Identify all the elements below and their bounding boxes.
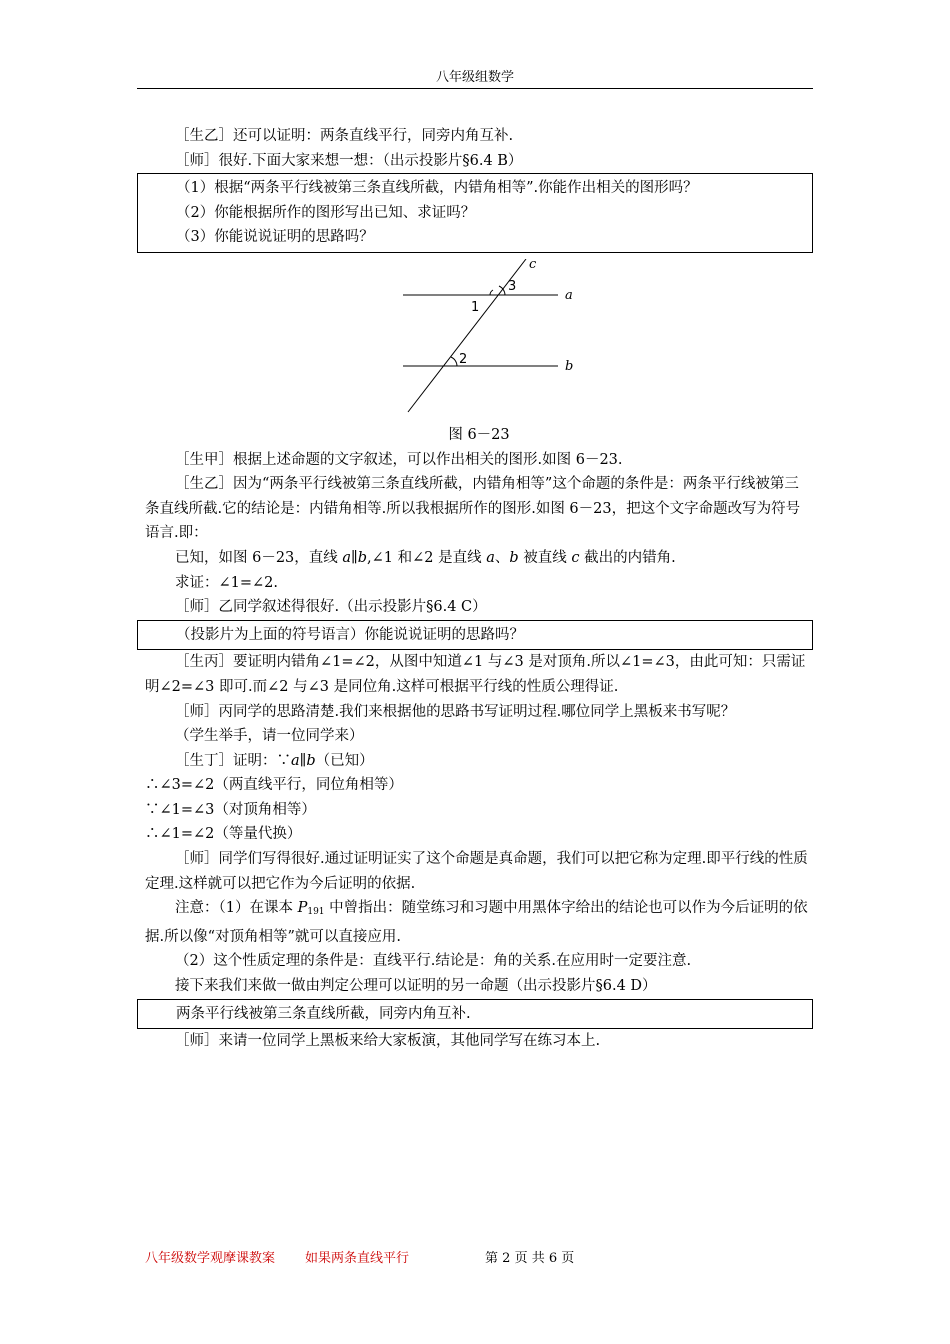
- document-body: [145, 124, 813, 1054]
- math-var: P: [297, 900, 308, 917]
- paragraph-note: [145, 896, 813, 949]
- math-parallel: a∥b: [342, 549, 368, 566]
- math-parallel: a∥b: [291, 752, 316, 769]
- text-run: 注意：（1）在课本: [175, 900, 298, 917]
- label-3: 3: [508, 278, 517, 294]
- paragraph: （2）这个性质定理的条件是：直线平行.结论是：角的关系.在应用时一定要注意.: [175, 953, 692, 970]
- paragraph: ［师］乙同学叙述得很好.（出示投影片§6.4 C）: [175, 599, 487, 616]
- footer-course-title: 八年级数学观摩课教案: [145, 1251, 276, 1266]
- label-1: 1: [471, 299, 480, 315]
- parallel-lines-diagram: [395, 259, 590, 419]
- paragraph: ［师］很好.下面大家来想一想：（出示投影片§6.4 B）: [175, 152, 523, 169]
- paragraph: ［生丙］要证明内错角∠1=∠2，从图中知道∠1 与∠3 是对顶角.所以∠1=∠3，由此可知：只需证明∠2=∠3 即可.而∠2 与∠3 是同位角.这样可根据平行线的性质公理得证.: [145, 654, 806, 695]
- projection-box-c: [137, 620, 813, 651]
- text-run: 截出的内错角.: [579, 549, 676, 566]
- box-line: （1）根据“两条平行线被第三条直线所截，内错角相等”.你能作出相关的图形吗？: [176, 180, 698, 197]
- subscript: 191: [307, 907, 325, 918]
- paragraph: ［生甲］根据上述命题的文字叙述，可以作出相关的图形.如图 6－23.: [175, 451, 623, 468]
- math-var: a: [486, 549, 495, 566]
- paragraph: 求证：∠1=∠2.: [175, 574, 279, 591]
- paragraph-proof-start: [145, 749, 813, 774]
- paragraph: ［生乙］因为“两条平行线被第三条直线所截，内错角相等”这个命题的条件是：两条平行线被第三条直线所截.它的结论是：内错角相等.所以我根据所作的图形.如图 6－23，把这个文字命题改写为符号语言.即：: [145, 476, 801, 542]
- text-run: ［生丁］证明：∵: [175, 752, 291, 769]
- label-c: c: [529, 258, 537, 272]
- text-run: ,∠1 和∠2 是直线: [367, 549, 487, 566]
- text-run: 中曾指出：随堂练习和习题中用黑体字给出的结论也可以作为今后证明的依据.所以像“对顶角相等”就可以直接应用.: [145, 900, 808, 945]
- text-run: 、: [494, 549, 510, 566]
- projection-box-b: [137, 173, 813, 253]
- proof-step: ∴∠3=∠2（两直线平行，同位角相等）: [145, 777, 403, 794]
- footer-page-number: 第 2 页 共 6 页: [485, 1251, 575, 1266]
- paragraph-known: [145, 546, 813, 571]
- box-line: （投影片为上面的符号语言）你能说说证明的思路吗？: [176, 626, 524, 643]
- text-run: 被直线: [518, 549, 572, 566]
- paragraph: （学生举手，请一位同学来）: [175, 728, 364, 745]
- box-line: （3）你能说说证明的思路吗？: [176, 229, 374, 246]
- box-line: （2）你能根据所作的图形写出已知、求证吗？: [176, 204, 476, 221]
- label-b: b: [565, 358, 574, 374]
- footer-lesson-title: 如果两条直线平行: [305, 1251, 410, 1266]
- math-var: b: [509, 549, 519, 566]
- proof-step: ∴∠1=∠2（等量代换）: [145, 826, 302, 843]
- page-footer: [145, 1247, 574, 1266]
- paragraph: ［师］同学们写得很好.通过证明证实了这个命题是真命题，我们可以把它称为定理.即平行线的性质定理.这样就可以把它作为今后证明的依据.: [145, 851, 808, 892]
- projection-box-d: [137, 999, 813, 1030]
- paragraph: ［师］来请一位同学上黑板来给大家板演，其他同学写在练习本上.: [175, 1033, 601, 1050]
- proof-step: ∵∠1=∠3（对顶角相等）: [145, 801, 316, 818]
- text-run: 已知，如图 6－23，直线: [175, 549, 343, 566]
- math-var: c: [571, 549, 580, 566]
- header-rule: [137, 88, 813, 89]
- text-run: （已知）: [315, 752, 374, 769]
- angle-2-arc: [451, 357, 457, 366]
- label-a: a: [565, 287, 573, 303]
- page-header: 八年级组数学: [435, 70, 514, 85]
- paragraph: 接下来我们来做一做由判定公理可以证明的另一命题（出示投影片§6.4 D）: [175, 978, 657, 995]
- paragraph: ［生乙］还可以证明：两条直线平行，同旁内角互补.: [175, 128, 514, 144]
- figure-caption: 图 6－23: [448, 426, 510, 443]
- paragraph: ［师］丙同学的思路清楚.我们来根据他的思路书写证明过程.哪位同学上黑板来书写呢？: [175, 703, 736, 720]
- figure-6-23: [145, 253, 813, 423]
- label-2: 2: [459, 351, 468, 367]
- angle-1-arc: [490, 290, 493, 295]
- box-line: 两条平行线被第三条直线所截，同旁内角互补.: [176, 1005, 471, 1022]
